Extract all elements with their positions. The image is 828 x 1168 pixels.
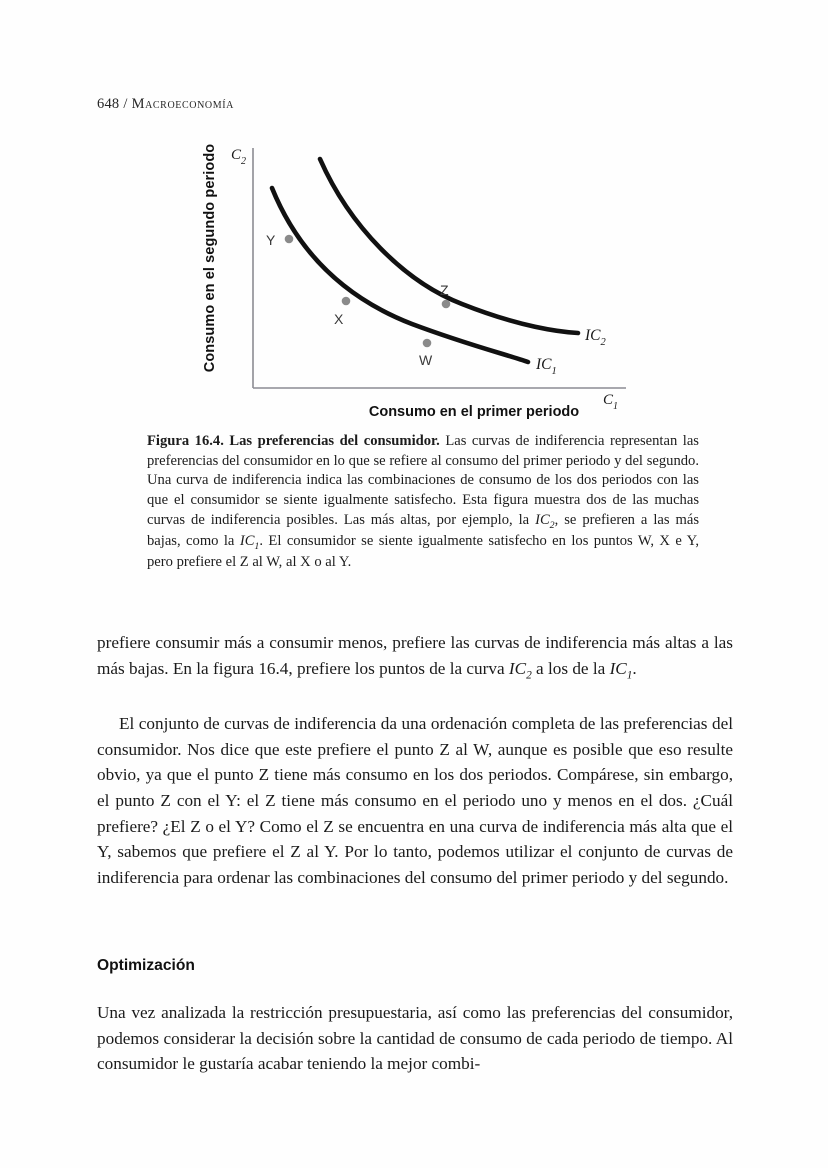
point-x-marker [342, 297, 351, 306]
body-paragraph-2: El conjunto de curvas de indiferencia da una ordenación completa de las preferencias del consumidor. Nos dice que este prefiere el punto Z al W, aunque es posible que eso resulte obvio, ya que el punto Z tiene más consumo en los dos periodos. Compárese, sin embargo, el punto Z con el Y: el Z tiene más consumo en el periodo uno y menos en el dos. ¿Cuál prefiere? ¿El Z o el Y? Como el Z se encuentra en una curva de indiferencia más alta que el Y, sabemos que prefiere el Z al Y. Por lo tanto, podemos utilizar el conjunto de curvas de indiferencia para ordenar las combinaciones del consumo del primer periodo y del segundo. [97, 714, 733, 887]
ic2-text: IC [535, 511, 550, 528]
paragraph-1-ic1-subscript: 1 [626, 669, 633, 682]
figure-caption [147, 432, 699, 573]
point-label-z: Z [440, 282, 449, 298]
body-paragraph-1 [97, 630, 733, 684]
y-axis-tick-label: $C_2$ [231, 147, 247, 167]
point-label-x: X [334, 311, 344, 327]
point-y-marker [285, 235, 294, 244]
figure-caption-lead: Figura 16.4. Las preferencias del consumidor. [147, 433, 440, 449]
point-label-y: Y [266, 232, 276, 248]
x-axis-tick-label: $C_1$ [603, 392, 619, 412]
paragraph-1-segment-b: a los de la [531, 658, 610, 678]
figure-caption-part1: Las curvas de indiferencia representan las preferencias del consumidor en lo que se refiere al consumo del primer periodo y del segundo. Una curva de indiferencia indica las combinaciones de consumo de los dos periodos con las que el consumidor se siente igualmente satisfecho. Esta figura muestra dos de las muchas curvas de indiferencia posibles. Las más altas, por ejemplo, la [147, 433, 699, 528]
ic1-subscript: 1 [254, 540, 260, 552]
body-paragraph-3: Una vez analizada la restricción presupuestaria, así como las preferencias del consumidor, podemos considerar la decisión sobre la cantidad de consumo de cada periodo de tiempo. Al consumidor le gustaría acabar teniendo la mejor combi- [97, 1003, 733, 1074]
paragraph-1-ic1 [609, 658, 633, 682]
y-axis-title [198, 132, 222, 384]
book-title: Macroeconomía [131, 96, 234, 112]
y-axis-title-text: Consumo en el segundo periodo [202, 143, 218, 373]
ic2-subscript: 2 [549, 519, 555, 531]
x-axis-title [200, 404, 660, 420]
paragraph-1-segment-a: prefiere consumir más a consumir menos, prefiere las curvas de indiferencia más altas a las más bajas. En la figura 16.4, prefiere los puntos de la curva [97, 633, 733, 678]
running-head-separator: / [123, 96, 128, 112]
point-w-marker [423, 339, 432, 348]
figure-caption-ic1 [239, 533, 260, 552]
paragraph-1-ic2 [508, 658, 532, 682]
paragraph-1-segment-c: . [632, 658, 637, 678]
running-head [97, 96, 234, 113]
ic1-text: IC [239, 533, 255, 550]
curve-label-ic1: $IC_1$ [536, 356, 557, 377]
paragraph-1-ic2-text: IC [508, 658, 527, 678]
figure-caption-part2: , se prefieren a las más bajas, como la [147, 511, 699, 550]
curve-label-ic2: $IC_2$ [585, 327, 606, 348]
figure-caption-part3: . El consumidor se siente igualmente satisfecho en los puntos W, X e Y, pero prefiere el Z al W, al X o al Y. [147, 533, 699, 571]
figure-16-4 [200, 132, 660, 424]
paragraph-1-ic1-text: IC [609, 658, 627, 678]
paragraph-1-ic2-subscript: 2 [526, 669, 532, 682]
point-z-marker [442, 300, 451, 309]
point-label-w: W [419, 352, 433, 368]
page-number: 648 [97, 96, 120, 112]
curve-ic1 [272, 188, 528, 362]
x-axis-title-text: Consumo en el primer periodo [368, 404, 580, 420]
figure-caption-ic2 [535, 511, 555, 531]
section-heading-optimizacion: Optimización [97, 957, 195, 974]
